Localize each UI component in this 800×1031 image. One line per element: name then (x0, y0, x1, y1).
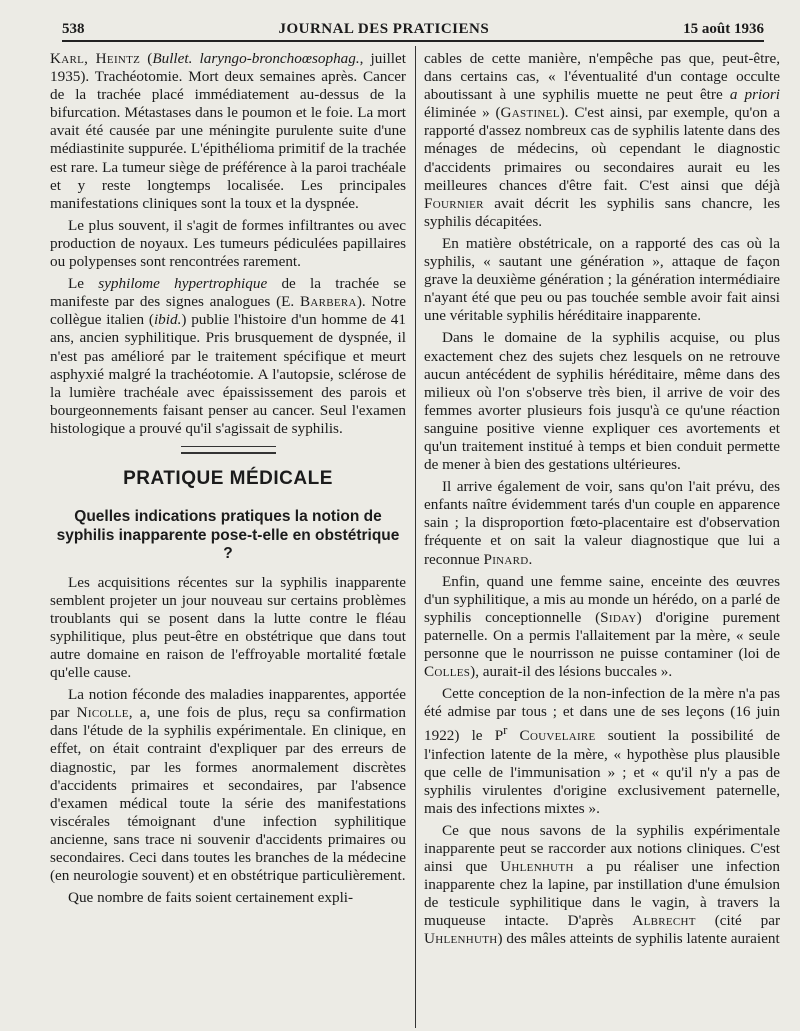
paragraph (424, 329, 780, 474)
name-smallcaps: Karl, Heintz (50, 50, 141, 67)
text-run: (cité par (695, 912, 780, 930)
text-run: Le (68, 275, 99, 293)
italic-text: syphilome hypertrophique (98, 275, 268, 293)
text-run (507, 727, 519, 744)
text-run: , juillet 1935). Trachéotomie. Mort deux semaines après. Cancer de la trachée placé immédiatement au-dessus de la bifurcation. Métastases dans le poumon et le foie. La mort avait été causée par une méningite purulente suite d'une médiastinite suppurée. L'épithélioma primitif de la trachée est rare. La tumeur siège de préférence à la paroi trachéale et y reste longtemps localisée. Les principales manifestations cliniques sont la toux et la dyspnée. (50, 50, 406, 212)
paragraph (424, 235, 780, 325)
text-run: cables de cette manière, n'empêche pas que, peut-être, dans certains cas, « l'éventualité d'un contage occulte aboutissant à une syphilis muette ne peut être (424, 50, 780, 104)
name-smallcaps: Couvelaire (519, 727, 596, 745)
name-smallcaps: Nicolle (76, 704, 129, 722)
left-column (50, 50, 406, 1025)
text-run: Il arrive également de voir, sans qu'on l'ait prévu, des enfants naître évidemment tarés d'un couple en apparence sain ; la disproportion fœto-placentaire est d'observation fréquente et on sait la valeur diagnostique que lui a reconnue (424, 478, 780, 568)
text-run: ) publie l'histoire d'un homme de 41 ans, ancien syphilitique. Pris brusquement de dyspnée, il n'est pas amélioré par le traitement spécifique et meurt asphyxié malgré la trachéotomie. A l'autopsie, sclérose de la lumière trachéale avec épaississement des parois et bourgeonnements faisant penser au cancer. Seul l'examen histologique a prouvé qu'il s'agissait de syphilis. (50, 311, 406, 437)
paragraph (424, 685, 780, 818)
name-smallcaps: Barbera (299, 293, 357, 311)
article-title: Quelles indications pratiques la notion de syphilis inapparente pose-t-elle en obstétrique ? (56, 508, 400, 563)
italic-text: ibid. (153, 311, 182, 329)
text-run: ). C'est ainsi, par exemple, qu'on a rapporté d'assez nombreux cas de syphilis latente dans des ménages de médecins, où cependant le diagnostic d'accidents primaires ou secondaires aurait eu les meilleures chances d'être fait. C'est ainsi que déjà (424, 104, 780, 194)
text-run: ), aurait-il des lésions buccales ». (470, 663, 673, 681)
text-run: Dans le domaine de la syphilis acquise, ou plus exactement chez des sujets chez lesquels on ne retrouve aucun antécédent de syphilis héréditaire, même dans des milieux où l'on s'observe très bien, il arrive de voir des femmes avorter plusieurs fois jusqu'à ce qu'une réaction sanguine positive vienne expliquer ces avortements et qu'un traitement institué à temps et bien conduit permette de mener à bien des gestations ultérieures. (424, 329, 780, 474)
italic-text: Bullet. laryngo-bronchoœsophag. (152, 50, 360, 67)
name-smallcaps: Uhlenhuth (500, 858, 574, 876)
text-run: de la trachée se manifeste par des signes analogues (E. (50, 275, 406, 311)
text-run: ) des mâles atteints de syphilis latente auraient (497, 930, 780, 948)
name-smallcaps: Siday (600, 608, 637, 626)
name-smallcaps: Gastinel (500, 104, 560, 122)
text-run: a pu réaliser une infection inapparente chez la lapine, par instillation d'une émulsion de testicule syphilitique dans le vagin, à travers la muqueuse intacte. D'après (424, 858, 780, 930)
text-run: soutient la possibilité de l'infection latente de la mère, « hypothèse plus plausible que celle de l'immunisation » ; et « qu'il n'y a pas de syphilis virulentes d'origine exclusivement paternelle, mais des infections mixtes ». (424, 727, 780, 817)
text-run: La notion féconde des maladies inapparentes, apportée par (50, 686, 406, 722)
section-title: PRATIQUE MÉDICALE (123, 467, 333, 489)
issue-date: 15 août 1936 (683, 21, 764, 37)
header-rule (62, 40, 764, 42)
paragraph (50, 217, 406, 271)
text-run: Enfin, quand une femme saine, enceinte des œuvres d'un syphilitique, a mis au monde un hérédo, on a parlé de syphilis conceptionnelle ( (424, 572, 780, 626)
journal-title: JOURNAL DES PRATICIENS (278, 21, 490, 37)
section-separator (181, 446, 276, 454)
paragraph (50, 686, 406, 885)
text-run: ( (140, 50, 153, 67)
text-run: Le plus souvent, il s'agit de formes infiltrantes ou avec production de noyaux. Les tumeurs pédiculées papillaires ou polypenses sont rencontrées rarement. (50, 216, 406, 271)
text-run: Cette conception de la non-infection de la mère n'a pas été admise par tous ; et dans une de ses leçons (16 juin 1922) le P (424, 685, 780, 745)
text-run: éliminée » ( (424, 104, 501, 122)
text-run: avait décrit les syphilis sans chancre, les syphilis décapitées. (424, 194, 780, 230)
paragraph (50, 574, 406, 683)
paragraph (50, 50, 406, 213)
text-run: , a, une fois de plus, reçu sa confirmation dans l'étude de la syphilis expérimentale. En clinique, en effet, on était contraint d'expliquer par des erreurs de diagnostic, par les formes anormalement discrètes d'accidents primaires et secondaires, par l'absence d'examen médical toute la série des manifestations viscérales témoignant d'une infection syphilitique ancienne, sans trace ni souvenir d'accidents primaires ou secondaires. Ceci dans toutes les branches de la médecine (en neurologie souvent) et en obstétrique particulièrement. (50, 704, 406, 885)
right-column (424, 50, 780, 1025)
text-run: ) d'origine purement paternelle. On a permis l'allaitement par la mère, « seule personne que le nourrisson ne puisse contaminer (loi de (424, 608, 780, 662)
name-smallcaps: Uhlenhuth (424, 930, 498, 948)
column-divider (415, 46, 416, 1028)
name-smallcaps: Pinard (483, 550, 529, 568)
name-smallcaps: Albrecht (632, 912, 696, 930)
page-header (62, 12, 764, 38)
text-run: . (528, 550, 533, 568)
text-run: Les acquisitions récentes sur la syphilis inapparente semblent projeter un jour nouveau sur certains problèmes troublants qui se posent dans la lutte contre le fléau syphilitique, plus peut-être en obstétrique que dans tout autre domaine en raison de l'effroyable mortalité fœtale qu'elle cause. (50, 573, 406, 682)
text-run: Que nombre de faits soient certainement expli- (68, 889, 354, 907)
superscript: r (503, 723, 508, 738)
text-run: ). Notre collègue italien ( (50, 293, 406, 329)
name-smallcaps: Colles (424, 663, 471, 681)
name-smallcaps: Fournier (424, 194, 484, 212)
paragraph (50, 889, 406, 907)
paragraph (50, 275, 406, 438)
paragraph (424, 573, 780, 682)
text-run: En matière obstétricale, on a rapporté des cas où la syphilis, « sautant une génération », attaque de façon grave la deuxième génération ; la génération intermédiaire n'ayant été que peu ou pas touchée semble avoir fait ainsi une véritable syphilis héréditaire inapparente. (424, 234, 780, 325)
text-run: Ce que nous savons de la syphilis expérimentale inapparente peut se raccorder aux notions cliniques. C'est ainsi que (424, 821, 780, 876)
paragraph (424, 822, 780, 949)
paragraph (424, 50, 780, 231)
page-number: 538 (62, 21, 85, 37)
paragraph (424, 478, 780, 568)
italic-text: a priori (729, 86, 780, 104)
